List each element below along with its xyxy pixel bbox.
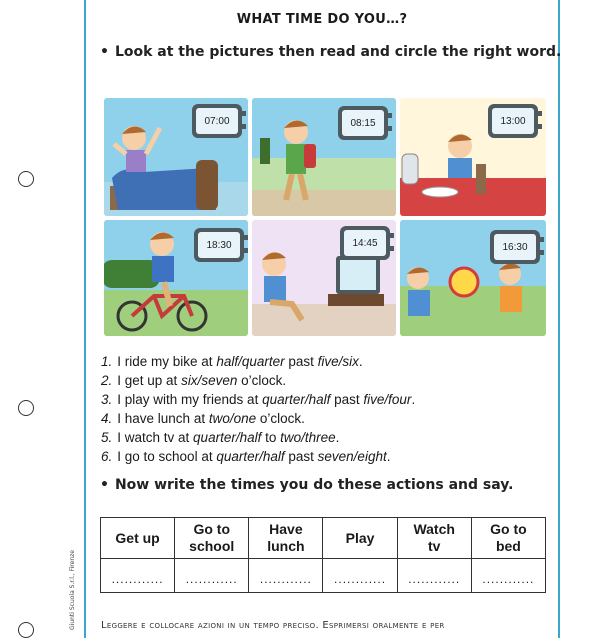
header-go-to-school: Go to school <box>175 518 249 559</box>
clock-ride-bike <box>194 228 244 262</box>
answer-blank[interactable]: ............ <box>175 559 249 593</box>
picture-go-to-school <box>252 98 396 216</box>
sentence: 3. I play with my friends at quarter/half past five/four. <box>101 392 416 407</box>
times-table <box>100 517 546 593</box>
choice-word[interactable]: five/six <box>317 354 359 369</box>
footer-note: Leggere e collocare azioni in un tempo preciso. Esprimersi oralmente e per <box>101 620 445 631</box>
answer-blank[interactable]: ............ <box>471 559 545 593</box>
instruction-write <box>100 477 513 493</box>
clock-get-up <box>192 104 242 138</box>
choice-word[interactable]: half/quarter <box>216 354 285 369</box>
instruction-text: Now write the times you do these actions and say. <box>114 477 514 493</box>
sentence: 2. I get up at six/seven o’clock. <box>101 373 287 388</box>
bullet: • <box>100 44 109 60</box>
table-header-row <box>101 518 546 559</box>
sentence: 6. I go to school at quarter/half past seven/eight. <box>101 449 391 464</box>
instruction-circle <box>100 44 561 60</box>
header-watch-tv: Watch tv <box>397 518 471 559</box>
clock-time: 18:30 <box>198 232 240 258</box>
clock-time: 08:15 <box>342 110 384 136</box>
sentence: 5. I watch tv at quarter/half to two/three. <box>101 430 340 445</box>
picture-have-lunch <box>400 98 546 216</box>
clock-play <box>490 230 540 264</box>
clock-have-lunch <box>488 104 538 138</box>
sentence: 4. I have lunch at two/one o’clock. <box>101 411 305 426</box>
choice-word[interactable]: five/four <box>363 392 412 407</box>
instruction-text: Look at the pictures then read and circle the right word. <box>114 44 562 60</box>
sentence: 1. I ride my bike at half/quarter past five/six. <box>101 354 363 369</box>
choice-word[interactable]: quarter/half <box>262 392 331 407</box>
header-go-to-bed: Go to bed <box>471 518 545 559</box>
header-play: Play <box>323 518 397 559</box>
picture-play <box>400 220 546 336</box>
picture-get-up <box>104 98 248 216</box>
header-get-up: Get up <box>101 518 175 559</box>
picture-ride-bike <box>104 220 248 336</box>
clock-go-to-school <box>338 106 388 140</box>
binder-hole-top <box>18 171 34 187</box>
clock-watch-tv <box>340 226 390 260</box>
sentence-list <box>101 352 415 466</box>
publisher-credit: Giunti Scuola S.r.l., Firenze <box>69 550 76 630</box>
table-row <box>101 559 546 593</box>
choice-word[interactable]: two/three <box>280 430 336 445</box>
picture-watch-tv <box>252 220 396 336</box>
bullet: • <box>100 477 109 493</box>
answer-blank[interactable]: ............ <box>397 559 471 593</box>
clock-time: 16:30 <box>494 234 536 260</box>
choice-word[interactable]: six/seven <box>181 373 238 388</box>
choice-word[interactable]: quarter/half <box>216 449 285 464</box>
answer-blank[interactable]: ............ <box>249 559 323 593</box>
binder-hole-middle <box>18 400 34 416</box>
choice-word[interactable]: quarter/half <box>193 430 262 445</box>
clock-time: 07:00 <box>196 108 238 134</box>
clock-time: 14:45 <box>344 230 386 256</box>
answer-blank[interactable]: ............ <box>323 559 397 593</box>
header-have-lunch: Have lunch <box>249 518 323 559</box>
clock-time: 13:00 <box>492 108 534 134</box>
page-title: WHAT TIME DO YOU…? <box>236 12 408 27</box>
answer-blank[interactable]: ............ <box>101 559 175 593</box>
choice-word[interactable]: two/one <box>208 411 257 426</box>
choice-word[interactable]: seven/eight <box>317 449 387 464</box>
binder-hole-bottom <box>18 622 34 638</box>
